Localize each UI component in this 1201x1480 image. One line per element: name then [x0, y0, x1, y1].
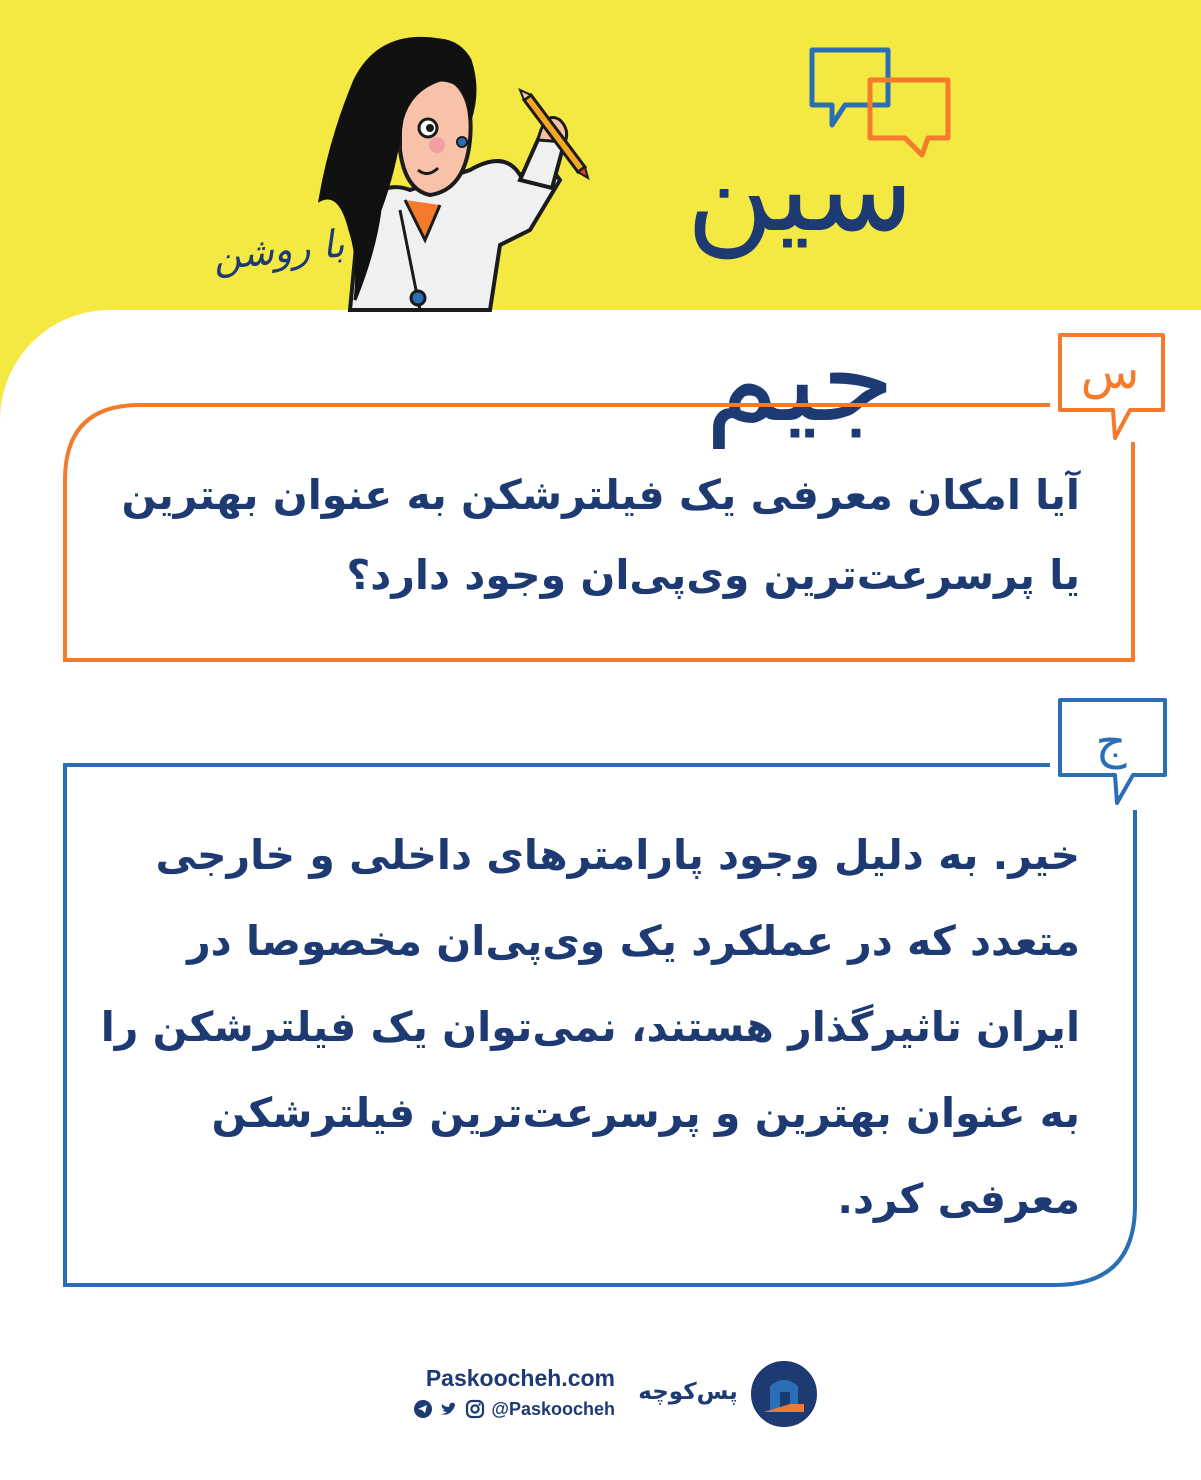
series-title: سین جیم — [685, 120, 915, 449]
character-illustration — [0, 0, 1201, 449]
byline: با روشن — [210, 221, 347, 279]
brand-name: پس‌کوچه — [638, 1379, 738, 1405]
website-link[interactable]: Paskoocheh.com — [425, 1365, 615, 1391]
social-handle[interactable]: @Paskoocheh — [491, 1398, 615, 1419]
social-row — [395, 1395, 615, 1423]
question-bubble-letter: س — [1080, 344, 1140, 400]
footer — [0, 1355, 1201, 1435]
answer-text: خیر. به دلیل وجود پارامترهای داخلی و خارجی متعدد که در عملکرد یک وی‌پی‌ان مخصوصا در ایران تاثیرگذار هستند، نمی‌توان یک فیلترشکن را به عنوان بهترین و پرسرعت‌ترین فیلترشکن معرفی کرد. — [100, 831, 1080, 1223]
telegram-icon[interactable] — [413, 1399, 433, 1419]
question-text: آیا امکان معرفی یک فیلترشکن به عنوان بهترین یا پرسرعت‌ترین وی‌پی‌ان وجود دارد؟ — [121, 471, 1080, 599]
twitter-icon[interactable] — [439, 1399, 459, 1419]
instagram-icon[interactable] — [465, 1399, 485, 1419]
answer-bubble-letter: ج — [1095, 714, 1127, 770]
paskoocheh-logo-icon — [750, 1360, 818, 1428]
